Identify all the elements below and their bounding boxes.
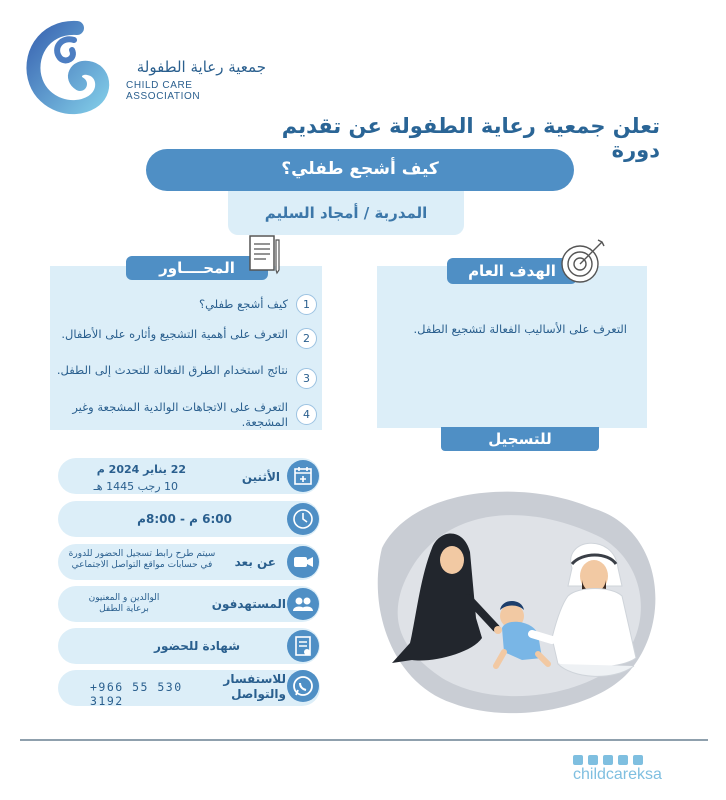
axis-item: التعرف على الاتجاهات الوالدية المشجعة وغير المشجعة. <box>72 400 288 429</box>
social-handle[interactable]: childcareksa <box>573 766 662 783</box>
goal-panel <box>377 266 647 428</box>
twitter-icon[interactable] <box>603 755 613 765</box>
announcement: تعلن جمعية رعاية الطفولة عن تقديم دورة <box>281 114 660 162</box>
axis-number: 4 <box>296 404 317 425</box>
remote-note: سيتم طرح رابط تسجيل الحضور للدورة في حسابات مواقع التواصل الاجتماعي <box>68 549 216 570</box>
footer-divider <box>20 739 708 741</box>
facebook-icon[interactable] <box>573 755 583 765</box>
snapchat-icon[interactable] <box>588 755 598 765</box>
course-title: كيف أشجع طفلي؟ <box>281 159 439 179</box>
whatsapp-icon <box>287 670 319 702</box>
date-hijri: 10 رجب 1445 هـ <box>93 480 178 493</box>
axis-item: كيف أشجع طفلي؟ <box>198 297 288 311</box>
date-gregorian: 22 يناير 2024 م <box>96 463 186 476</box>
axis-number: 1 <box>296 294 317 315</box>
logo-name-ar: جمعية رعاية الطفولة <box>136 58 266 76</box>
youtube-icon[interactable] <box>633 755 643 765</box>
contact-label: للاستفسار والتواصل <box>223 672 286 701</box>
goal-title: الهدف العام <box>447 258 577 284</box>
axis-item: التعرف على أهمية التشجيع وأثاره على الأطفال. <box>61 327 288 341</box>
axis-number: 3 <box>296 368 317 389</box>
trainer-name: المدربة / أمجاد السليم <box>264 204 428 222</box>
family-illustration <box>372 468 672 724</box>
clock-icon <box>287 503 319 535</box>
calendar-icon <box>287 460 319 492</box>
document-icon <box>246 232 282 276</box>
audience-value: الوالدين و المعنيون برعاية الطفل <box>88 593 160 614</box>
remote-label: عن بعد <box>234 555 276 569</box>
people-icon <box>287 588 319 620</box>
certificate-icon <box>287 630 319 662</box>
time-value: 6:00 م - 8:00م <box>137 512 232 526</box>
axis-number: 2 <box>296 328 317 349</box>
axes-title: المحــــاور <box>126 256 268 280</box>
contact-phone[interactable]: +966 55 530 3192 <box>90 680 183 708</box>
instagram-icon[interactable] <box>618 755 628 765</box>
day-label: الأثنين <box>241 470 280 484</box>
axis-item: نتائج استخدام الطرق الفعالة للتحدث إلى الطفل. <box>56 363 288 377</box>
video-camera-icon <box>287 546 319 578</box>
certificate-value: شهادة للحضور <box>154 639 240 653</box>
register-button[interactable]: للتسجيل <box>441 427 599 451</box>
target-icon <box>558 236 608 286</box>
social-icons <box>573 750 653 764</box>
logo-name-en: CHILD CARE ASSOCIATION <box>126 80 201 102</box>
audience-label: المستهدفون <box>211 597 286 611</box>
association-logo-icon <box>22 18 122 118</box>
goal-text: التعرف على الأساليب الفعالة لتشجيع الطفل. <box>413 322 627 336</box>
